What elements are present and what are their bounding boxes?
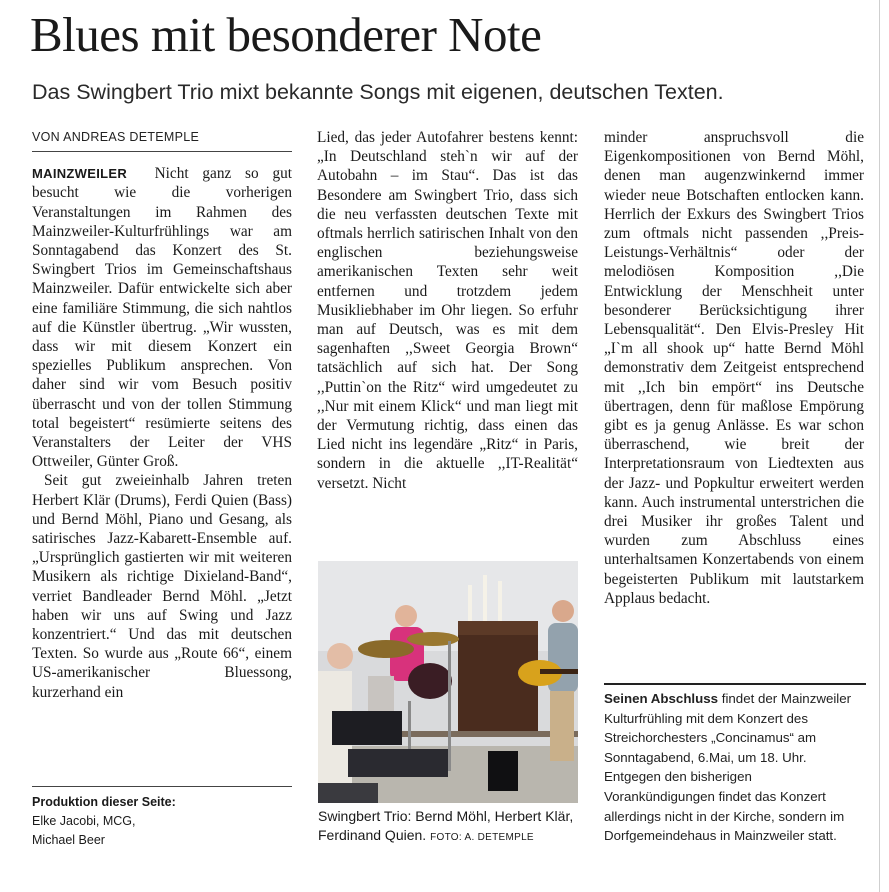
column-3-text: minder anspruchsvoll die Eigenkompositionen von Bernd Möhl, denen man augenzwinkernd immer wieder neue Botschaften entlocken kann. Herrlich der Exkurs des Swingbert Trios zum oftmals nicht passenden ,,Preis-Leistungs-Verhältnis“ oder der melodiösen Komposition ,,Die Entwicklung der Menschheit unter besonderer Berücksichtigung ihrer Lebensqualität“. Den Elvis-Presley Hit „I`m all shook up“ hatte Bernd Möhl demonstrativ dem Zeitgeist entsprechend mit ,,Ich bin empört“ ins Deutsche übertragen, denn für maßlose Empörung gibt es ja genug Anlässe. Es war schon überraschend, wie breit der Interpretationsraum von Liedtexten aus der Jazz- und Popkultur erweitert werden kann. Auch instrumental unterstrichen die drei Musiker ihr großes Talent und wurden zum Abschluss eines unterhaltsamen Konzertabends von einem begeisterten Publikum mit lautstarkem Applaus bedacht. — [604, 129, 864, 607]
production-credits — [32, 786, 292, 850]
photo-caption — [318, 807, 582, 847]
page-edge-rule — [879, 0, 880, 892]
article-paragraph-2: Seit gut zweieinhalb Jahren treten Herbert Klär (Drums), Ferdi Quien (Bass) und Bernd Möhl, Piano und Gesang, als satirisches Jazz-Kabarett-Ensemble auf. „Ursprünglich gastierten wir mit weiteren Musikern als richtige Dixieland-Band“, verriet Bandleader Bernd Möhl. „Jetzt haben wir uns auf Swing und Jazz konzentriert.“ Und das mit deutschen Texten. So wurde aus „Route 66“, einem US-amerikanischer Bluessong, kurzerhand ein — [32, 472, 292, 701]
article-paragraph-1 — [32, 164, 292, 471]
info-box-text: findet der Mainzweiler Kulturfrühling mit dem Konzert des Streichorchesters „Concinamus“ am Sonntagabend, 6.Mai, um 18. Uhr. Entgegen den bisherigen Vorankündigungen findet das Konzert allerdings nicht in der Kirche, sondern im Dorfgemeindehaus in Mainzweiler statt. — [604, 691, 852, 844]
article-column-3 — [604, 128, 864, 608]
photo-caption-text: Swingbert Trio: Bernd Möhl, Herbert Klär, Ferdinand Quien. — [318, 808, 574, 843]
production-label: Produktion dieser Seite: — [32, 795, 176, 809]
article-headline: Blues mit besonderer Note — [30, 7, 542, 62]
info-box — [604, 683, 866, 846]
paragraph-1-text: Nicht ganz so gut besucht wie die vorherigen Veranstaltungen im Rahmen des Mainzweiler-Kulturfrühlings war am Sonntagabend das Konzert des St. Swingbert Trios im Gemeinschaftshaus Mainzweiler. Dafür entwickelte sich aber eine familiäre Stimmung, die sich nahtlos auf die Künstler übertrug. „Wir wussten, dass wir mit diesem Konzert ein spezielles Publikum ansprechen. Von daher sind wir vom Besuch positiv überrascht und von der tollen Stimmung total begeistert“ resümierte seitens des Veranstalters der Leiter der VHS Ottweiler, Günter Groß. — [32, 165, 292, 471]
article-column-1 — [32, 128, 292, 702]
dateline: MAINZWEILER — [32, 166, 128, 182]
info-box-lead: Seinen Abschluss — [604, 691, 719, 706]
production-line-2: Michael Beer — [32, 833, 105, 847]
column-2-text: Lied, das jeder Autofahrer bestens kennt: „In Deutschland steh`n wir auf der Autobahn – im Stau“. Das ist das Besondere am Swingbert Trio, dass sich die neu verfassten deutschen Texte mit oftmals herrlich satirischen Inhalt von den englischen beziehungsweise amerikanischen Texten sehr weit entfernen und trotzdem jedem Musikliebhaber im Ohr liegen. So erfuhr man auf Deutsch, was es mit dem sagenhaften ,,Sweet Georgia Brown“ tatsächlich auf sich hat. Der Song ,,Puttin`on the Ritz“ wird umgedeutet zu ,,Nur mit einem Klick“ und man liegt mit der Vermutung richtig, dass einen das Lied nicht ins legendäre „Ritz“ in Paris, sondern in die aktuelle ,,IT-Realität“ versetzt. Nicht — [317, 129, 578, 492]
band-photo — [318, 561, 578, 803]
production-line-1: Elke Jacobi, MCG, — [32, 814, 136, 828]
photo-credit: FOTO: A. DETEMPLE — [430, 832, 534, 843]
article-subheadline: Das Swingbert Trio mixt bekannte Songs mit eigenen, deutschen Texten. — [32, 80, 724, 104]
band-photo-image — [318, 561, 578, 803]
article-column-2 — [317, 128, 578, 493]
byline: VON ANDREAS DETEMPLE — [32, 128, 292, 152]
